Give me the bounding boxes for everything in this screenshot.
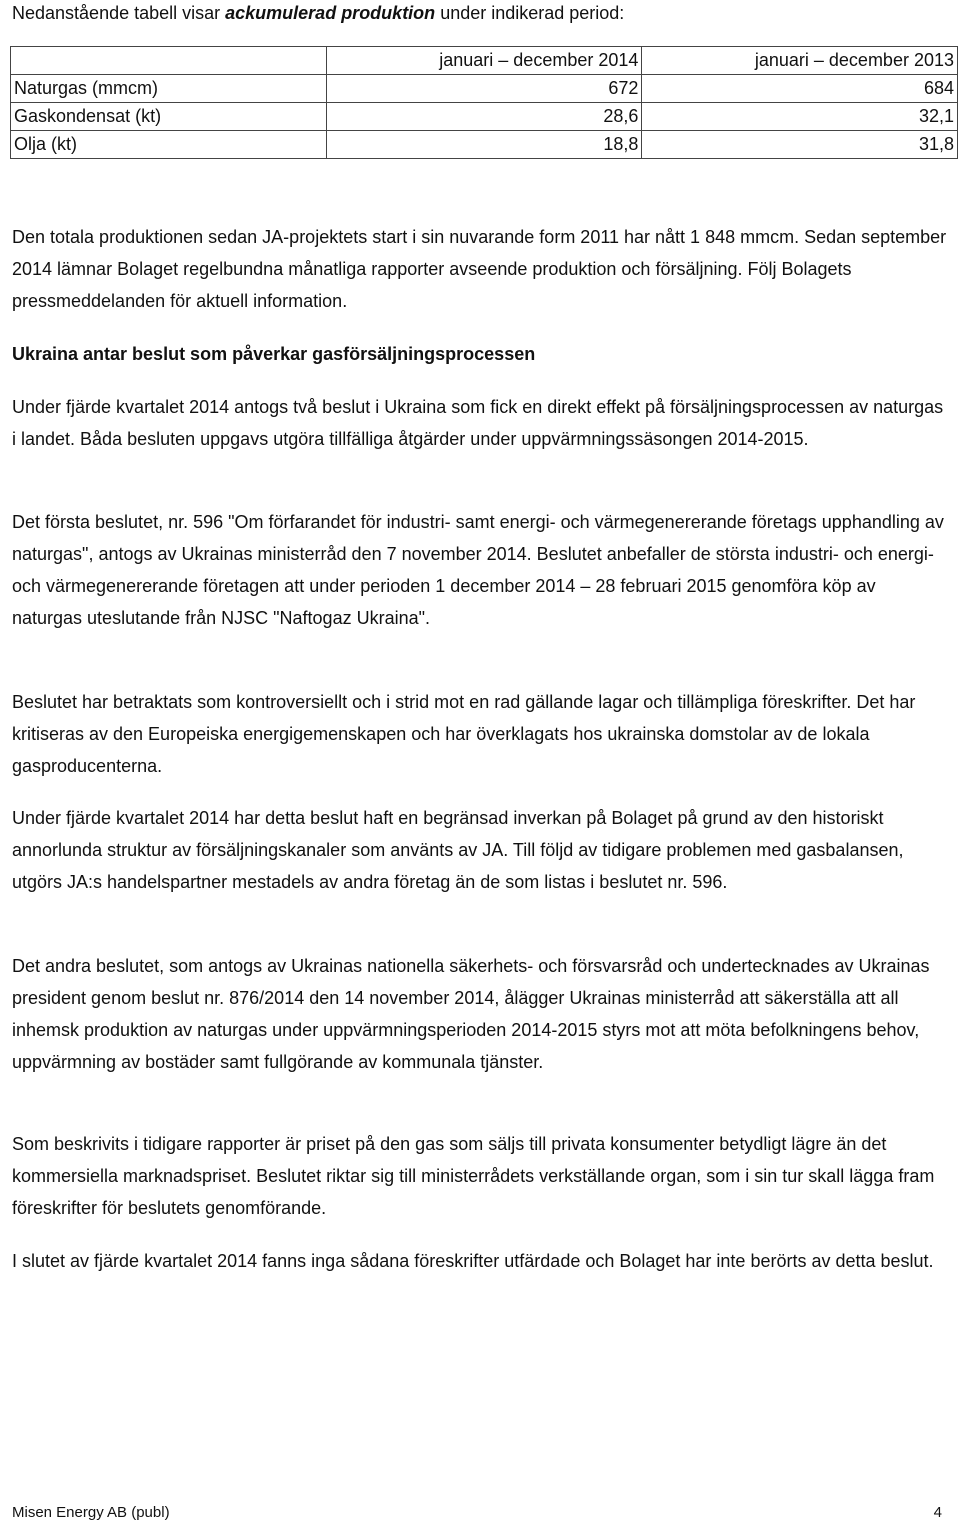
table-cell: Naturgas (mmcm) <box>11 75 327 103</box>
table-cell: 32,1 <box>642 103 958 131</box>
footer-company: Misen Energy AB (publ) <box>12 1504 170 1521</box>
table-cell: 28,6 <box>326 103 642 131</box>
table-header-cell: januari – december 2013 <box>642 47 958 75</box>
intro-emphasis: ackumulerad produktion <box>225 3 436 23</box>
paragraph-second-decision: Det andra beslutet, som antogs av Ukrainas nationella säkerhets- och försvarsråd och undertecknades av Ukrainas president genom beslut nr. 876/2014 den 14 november 2014, ålägger Ukrainas ministerråd att säkerställa att all inhemsk produktion av naturgas under uppvärmningsperioden 2014-2015 styrs mot att möta befolkningens behov, uppvärmning av bostäder samt fullgörande av kommunala tjänster. <box>12 956 930 1072</box>
table-cell: 18,8 <box>326 131 642 159</box>
production-table <box>10 46 958 159</box>
table-row <box>11 75 958 103</box>
footer-page-number: 4 <box>933 1504 942 1521</box>
table-header-row <box>11 47 958 75</box>
table-cell: Olja (kt) <box>11 131 327 159</box>
paragraph-two-decisions: Under fjärde kvartalet 2014 antogs två beslut i Ukraina som fick en direkt effekt på försäljningsprocessen av naturgas i landet. Båda besluten uppgavs utgöra tillfälliga åtgärder under uppvärmningssäsongen 2014-2015. <box>12 397 944 449</box>
paragraph-total-production: Den totala produktionen sedan JA-projektets start i sin nuvarande form 2011 har nått 1 848 mmcm. Sedan september 2014 lämnar Bolaget regelbundna månatliga rapporter avseende produktion och försäljning. Följ Bolagets pressmeddelanden för aktuell information. <box>12 227 947 311</box>
table-cell: 31,8 <box>642 131 958 159</box>
table-header-cell: januari – december 2014 <box>326 47 642 75</box>
intro-after: under indikerad period: <box>435 3 625 23</box>
section-heading: Ukraina antar beslut som påverkar gasförsäljningsprocessen <box>12 344 536 364</box>
paragraph-limited-impact: Under fjärde kvartalet 2014 har detta beslut haft en begränsad inverkan på Bolaget på grund av den historiskt annorlunda struktur av försäljningskanaler som använts av JA. Till följd av tidigare problemen med gasbalansen, utgörs JA:s handelspartner mestadels av andra företag än de som listas i beslutet nr. 596. <box>12 808 904 892</box>
table-row <box>11 103 958 131</box>
paragraph-first-decision: Det första beslutet, nr. 596 "Om förfarandet för industri- samt energi- och värmegenererande företags upphandling av naturgas", antogs av Ukrainas ministerråd den 7 november 2014. Beslutet anbefaller de största industri- och energi- och värmegenererande företagen att under perioden 1 december 2014 – 28 februari 2015 genomföra köp av naturgas uteslutande från NJSC "Naftogaz Ukraina". <box>12 512 944 628</box>
intro-before: Nedanstående tabell visar <box>12 3 226 23</box>
table-cell: 684 <box>642 75 958 103</box>
paragraph-prices: Som beskrivits i tidigare rapporter är priset på den gas som säljs till privata konsumenter betydligt lägre än det kommersiella marknadspriset. Beslutet riktar sig till ministerrådets verkställande organ, som i sin tur skall lägga fram föreskrifter för beslutets genomförande. <box>12 1134 935 1218</box>
paragraph-end-of-quarter: I slutet av fjärde kvartalet 2014 fanns inga sådana föreskrifter utfärdade och Bolaget har inte berörts av detta beslut. <box>12 1251 934 1271</box>
table-header-cell <box>11 47 327 75</box>
table-row <box>11 131 958 159</box>
paragraph-controversy: Beslutet har betraktats som kontroversiellt och i strid mot en rad gällande lagar och tillämpliga föreskrifter. Det har kritiseras av den Europeiska energigemenskapen och har överklagats hos ukrainska domstolar av de lokala gasproducenterna. <box>12 692 916 776</box>
table-cell: Gaskondensat (kt) <box>11 103 327 131</box>
table-cell: 672 <box>326 75 642 103</box>
intro-text <box>12 1 624 25</box>
